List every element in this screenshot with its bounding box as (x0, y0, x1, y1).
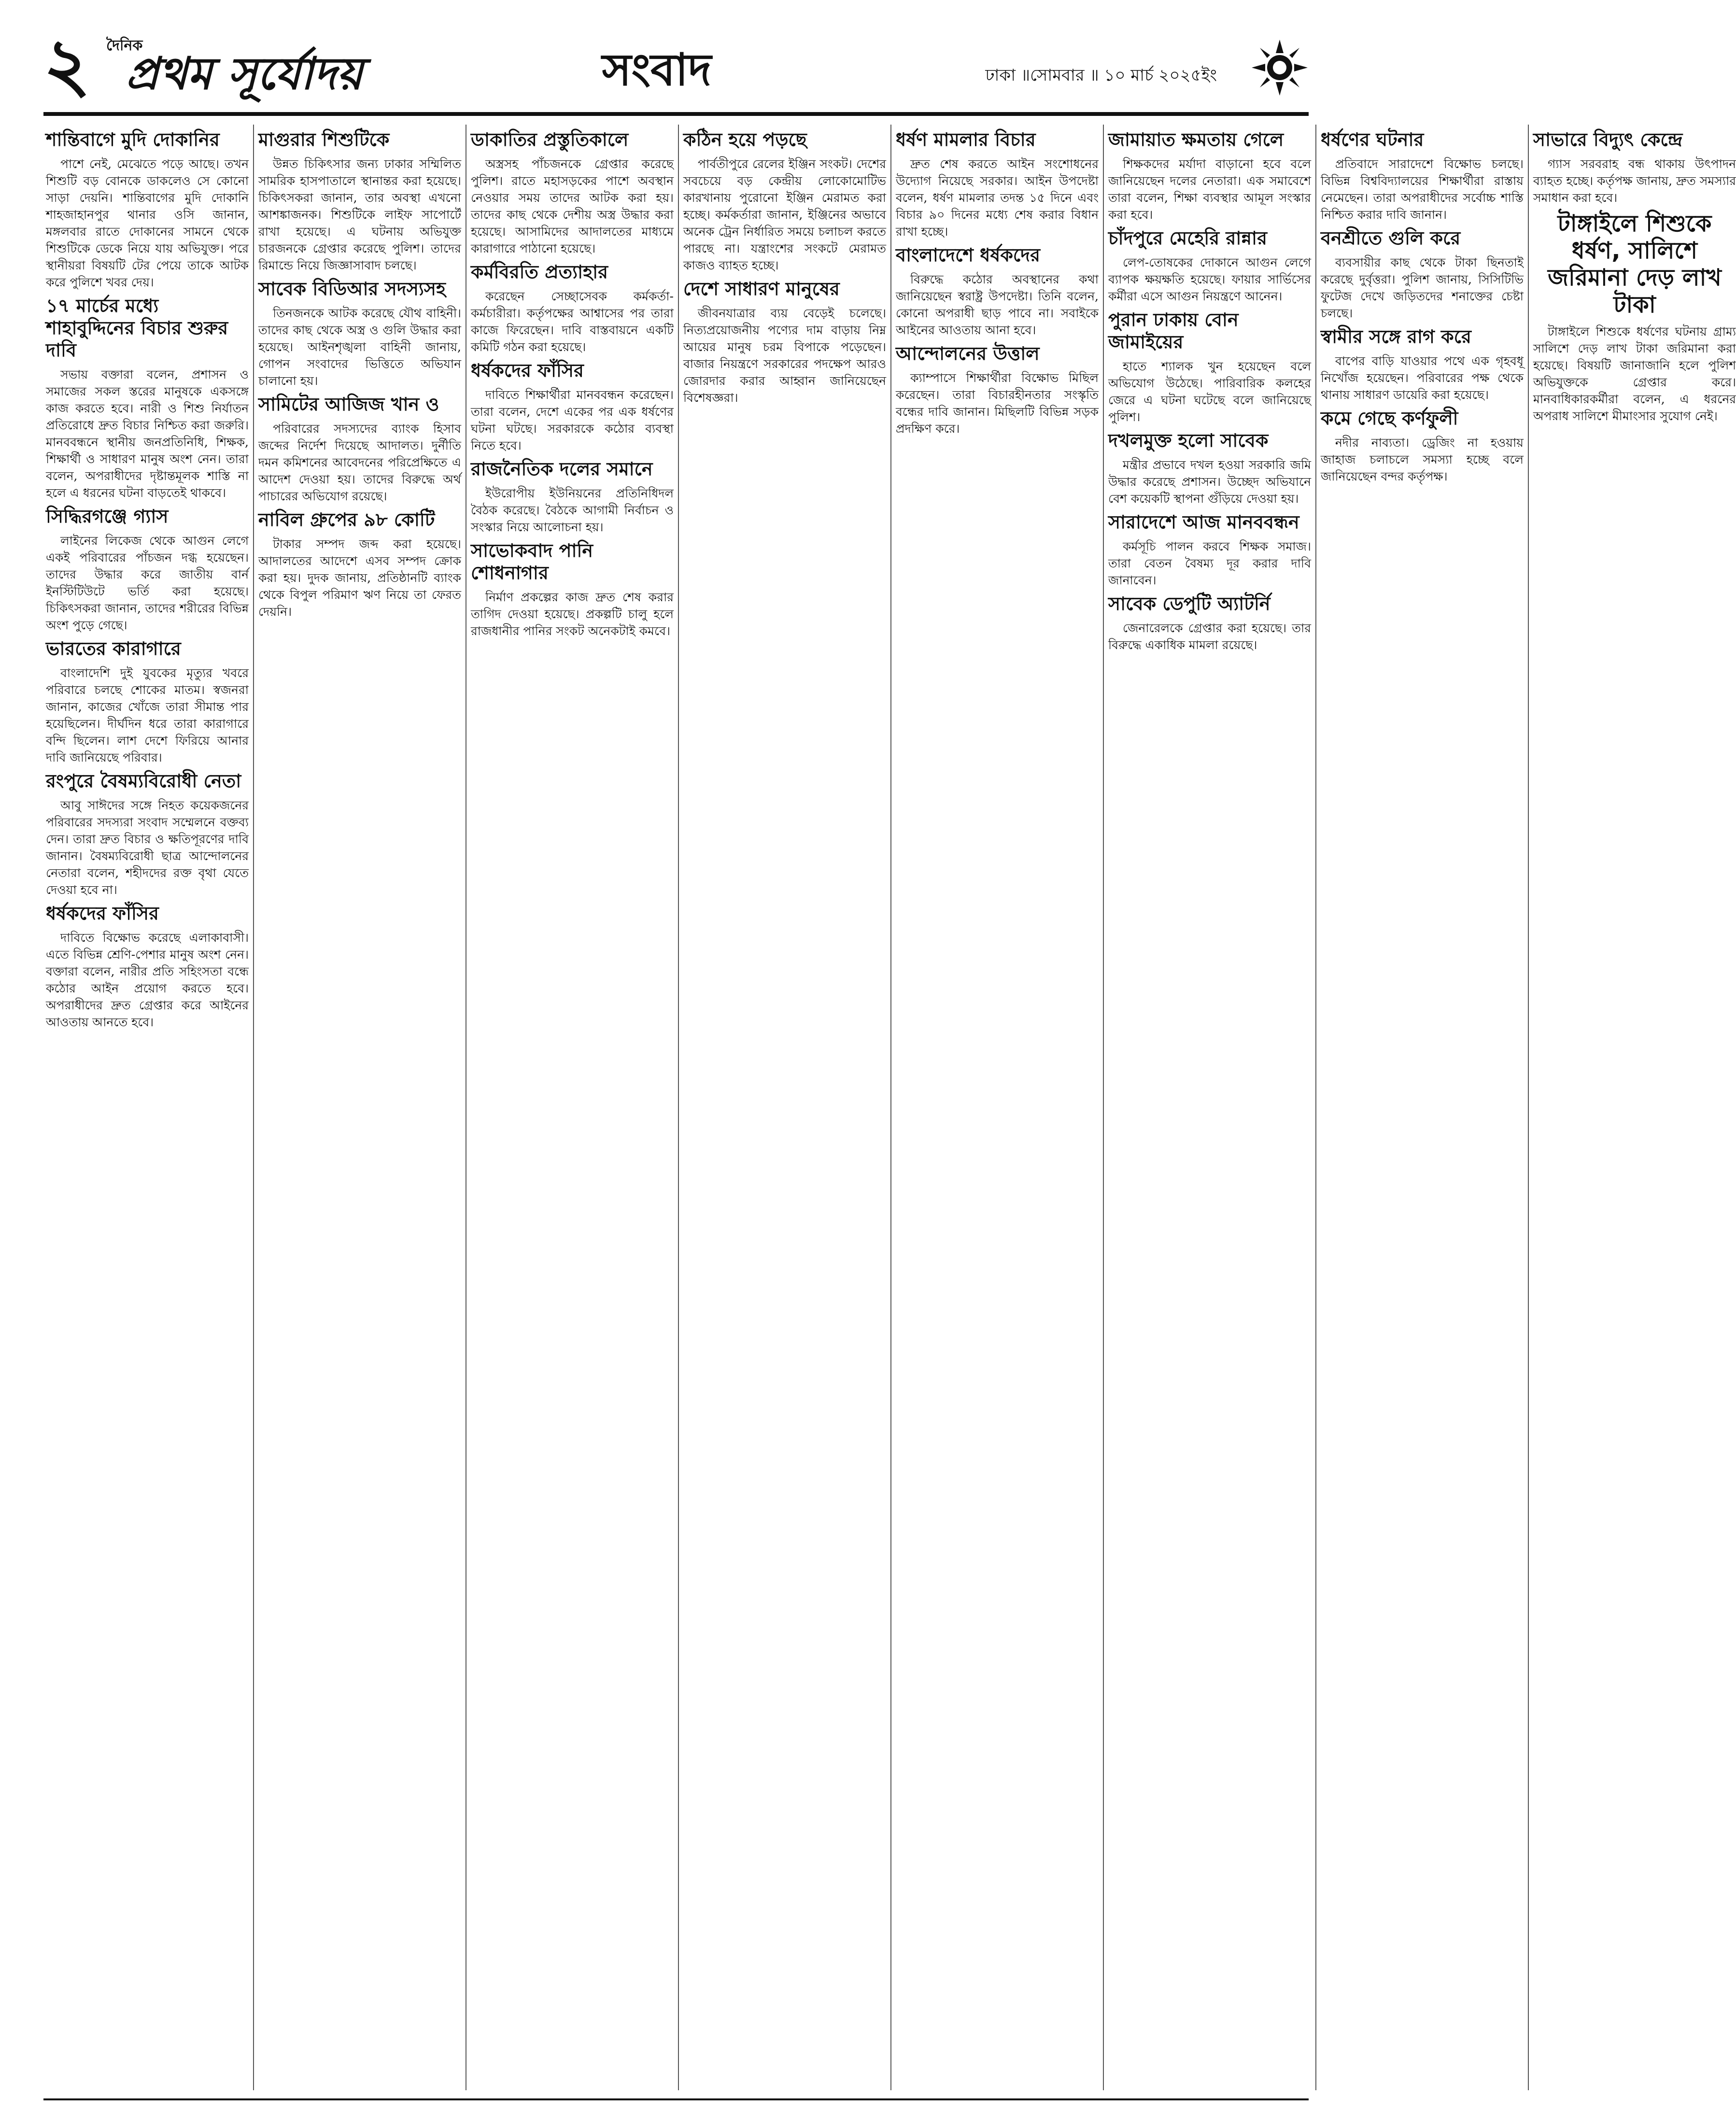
article-body: পার্বতীপুরে রেলের ইঞ্জিন সংকট। দেশের সবচেয়ে বড় কেন্দ্রীয় লোকোমোটিভ কারখানায় পুরোনো ইঞ্জিন মেরামত করা হচ্ছে। কর্মকর্তারা জানান, ইঞ্জিনের অভাবে অনেক ট্রেন নির্ধারিত সময়ে চলাচল করতে পারছে না। যন্ত্রাংশের সংকটে মেরামত কাজও ব্যাহত হচ্ছে। (683, 157, 886, 272)
article-body: পাশে নেই, মেঝেতে পড়ে আছে। তখন শিশুটি বড় বোনকে ডাকলেও সে কোনো সাড়া দেয়নি। শান্তিবাগের মুদি দোকানি শাহজাহানপুর থানার ওসি জানান, মঙ্গলবার রাতে দোকানের সামনে থেকে শিশুটিকে ডেকে নিয়ে যায় অভিযুক্ত। পরে স্থানীয়রা বিষয়টি টের পেয়ে তাকে আটক করে পুলিশে খবর দেয়। (46, 157, 249, 289)
article-headline: নাবিল গ্রুপের ৯৮ কোটি (258, 509, 435, 530)
article-headline: সাবেক ডেপুটি অ্যাটর্নি (1108, 593, 1270, 614)
article-headline: আন্দোলনের উত্তাল (896, 343, 1040, 364)
article-body: নদীর নাব্যতা। ড্রেজিং না হওয়ায় জাহাজ চলাচলে সমস্যা হচ্ছে বলে জানিয়েছেন বন্দর কর্তৃপক্ষ। (1321, 436, 1524, 483)
footer-rule (43, 2098, 1309, 2100)
article-body: জীবনযাত্রার ব্যয় বেড়েই চলেছে। নিত্যপ্রয়োজনীয় পণ্যের দাম বাড়ায় নিম্ন আয়ের মানুষ চরম বিপাকে পড়েছেন। বাজার নিয়ন্ত্রণে সরকারের পদক্ষেপ আরও জোরদার করার আহ্বান জানিয়েছেন বিশেষজ্ঞরা। (683, 306, 886, 405)
article-headline: রংপুরে বৈষম্যবিরোধী নেতা (46, 770, 241, 792)
column-divider (1528, 125, 1529, 2090)
section-title: সংবাদ (602, 44, 712, 96)
article-body: গ্যাস সরবরাহ বন্ধ থাকায় উৎপাদন ব্যাহত হচ্ছে। কর্তৃপক্ষ জানায়, দ্রুত সমস্যার সমাধান করা হবে। (1533, 157, 1736, 205)
article-body: দাবিতে বিক্ষোভ করেছে এলাকাবাসী। এতে বিভিন্ন শ্রেণি-পেশার মানুষ অংশ নেন। বক্তারা বলেন, নারীর প্রতি সহিংসতা বন্ধে কঠোর আইন প্রয়োগ করতে হবে। অপরাধীদের দ্রুত গ্রেপ্তার করে আইনের আওতায় আনতে হবে। (46, 931, 249, 1029)
column-6 (1108, 125, 1311, 2090)
article-headline: ডাকাতির প্রস্তুতিকালে (471, 129, 629, 150)
column-1 (46, 125, 249, 2090)
article-headline: কমে গেছে কর্ণফুলী (1321, 408, 1458, 429)
article-headline: সারাদেশে আজ মানববন্ধন (1108, 511, 1299, 533)
article-body: নির্মাণ প্রকল্পের কাজ দ্রুত শেষ করার তাগিদ দেওয়া হয়েছে। প্রকল্পটি চালু হলে রাজধানীর পানির সংকট অনেকটাই কমবে। (471, 590, 674, 638)
article-body: লাইনের লিকেজ থেকে আগুন লেগে একই পরিবারের পাঁচজন দগ্ধ হয়েছেন। তাদের উদ্ধার করে জাতীয় বার্ন ইনস্টিটিউটে ভর্তি করা হয়েছে। চিকিৎসকরা জানান, তাদের শরীরের বিভিন্ন অংশ পুড়ে গেছে। (46, 534, 249, 632)
article-headline: মাগুরার শিশুটিকে (258, 129, 390, 150)
article-body: অস্ত্রসহ পাঁচজনকে গ্রেপ্তার করেছে পুলিশ। রাতে মহাসড়কের পাশে অবস্থান নেওয়ার সময় তাদের আটক করা হয়। তাদের কাছ থেকে দেশীয় অস্ত্র উদ্ধার করা হয়েছে। আসামিদের আদালতের মাধ্যমে কারাগারে পাঠানো হয়েছে। (471, 157, 674, 255)
masthead-rule (43, 112, 1309, 116)
column-5 (896, 125, 1099, 2090)
article-body: সভায় বক্তারা বলেন, প্রশাসন ও সমাজের সকল স্তরের মানুষকে একসঙ্গে কাজ করতে হবে। নারী ও শিশু নির্যাতন প্রতিরোধে দ্রুত বিচার নিশ্চিত করা জরুরি। মানববন্ধনে স্থানীয় জনপ্রতিনিধি, শিক্ষক, শিক্ষার্থী ও সাধারণ মানুষ অংশ নেন। তারা বলেন, অপরাধীদের দৃষ্টান্তমূলক শাস্তি না হলে এ ধরনের ঘটনা বাড়তেই থাকবে। (46, 368, 249, 500)
article-headline: চাঁদপুরে মেহেরি রান্নার (1108, 227, 1267, 249)
column-7 (1321, 125, 1524, 2090)
article-headline: ধর্ষণের ঘটনার (1321, 129, 1424, 150)
article-headline: সামিটের আজিজ খান ও (258, 394, 439, 415)
article-body: পরিবারের সদস্যদের ব্যাংক হিসাব জব্দের নির্দেশ দিয়েছে আদালত। দুর্নীতি দমন কমিশনের আবেদনের পরিপ্রেক্ষিতে এ আদেশ দেওয়া হয়। তাদের বিরুদ্ধে অর্থ পাচারের অভিযোগ রয়েছে। (258, 422, 461, 503)
article-body: টাঙ্গাইলে শিশুকে ধর্ষণের ঘটনায় গ্রাম্য সালিশে দেড় লাখ টাকা জরিমানা করা হয়েছে। বিষয়টি জানাজানি হলে পুলিশ অভিযুক্তকে গ্রেপ্তার করে। মানবাধিকারকর্মীরা বলেন, এ ধরনের অপরাধ সালিশে মীমাংসার সুযোগ নেই। (1533, 325, 1736, 423)
article-headline: পুরান ঢাকায় বোন জামাইয়ের (1108, 309, 1239, 353)
paper-logo (106, 34, 406, 106)
article-headline: শান্তিবাগে মুদি দোকানির (46, 129, 220, 150)
article-headline: দেশে সাধারণ মানুষের (683, 278, 840, 299)
article-headline: জামায়াত ক্ষমতায় গেলে (1108, 129, 1284, 150)
paper-prefix: দৈনিক (106, 37, 143, 54)
article-headline: সাবেক বিডিআর সদস্যসহ (258, 278, 446, 299)
column-divider (890, 125, 891, 2090)
article-headline: কঠিন হয়ে পড়ছে (683, 129, 807, 150)
article-body: করেছেন সেচ্ছাসেবক কর্মকর্তা-কর্মচারীরা। কর্তৃপক্ষের আশ্বাসের পর তারা কাজে ফিরেছেন। দাবি বাস্তবায়নে একটি কমিটি গঠন করা হয়েছে। (471, 289, 674, 354)
article-body: কর্মসূচি পালন করবে শিক্ষক সমাজ। তারা বেতন বৈষম্য দূর করার দাবি জানাবেন। (1108, 539, 1311, 587)
article-headline: দখলমুক্ত হলো সাবেক (1108, 430, 1269, 451)
article-body: বিরুদ্ধে কঠোর অবস্থানের কথা জানিয়েছেন স্বরাষ্ট্র উপদেষ্টা। তিনি বলেন, কোনো অপরাধী ছাড় পাবে না। সবাইকে আইনের আওতায় আনা হবে। (896, 272, 1099, 337)
column-divider (678, 125, 679, 2090)
article-body: জেনারেলকে গ্রেপ্তার করা হয়েছে। তার বিরুদ্ধে একাধিক মামলা রয়েছে। (1108, 621, 1311, 652)
article-headline: রাজনৈতিক দলের সমানে (471, 458, 653, 480)
article-body: হাতে শ্যালক খুন হয়েছেন বলে অভিযোগ উঠেছে। পারিবারিক কলহের জেরে এ ঘটনা ঘটেছে বলে জানিয়েছে পুলিশ। (1108, 359, 1311, 424)
sun-ornament-icon (1251, 39, 1309, 97)
column-4 (683, 125, 886, 2090)
article-body: ব্যবসায়ীর কাছ থেকে টাকা ছিনতাই করেছে দুর্বৃত্তরা। পুলিশ জানায়, সিসিটিভি ফুটেজ দেখে জড়িতদের শনাক্তের চেষ্টা চলছে। (1321, 255, 1524, 320)
article-headline: ভারতের কারাগারে (46, 638, 181, 659)
article-body: দাবিতে শিক্ষার্থীরা মানববন্ধন করেছেন। তারা বলেন, দেশে একের পর এক ধর্ষণের ঘটনা ঘটছে। সরকারকে কঠোর ব্যবস্থা নিতে হবে। (471, 388, 674, 453)
article-headline: কর্মবিরতি প্রত্যাহার (471, 261, 608, 283)
article-body: শিক্ষকদের মর্যাদা বাড়ানো হবে বলে জানিয়েছেন দলের নেতারা। এক সমাবেশে তারা বলেন, শিক্ষা ব্যবস্থার আমূল সংস্কার করা হবে। (1108, 157, 1311, 222)
article-body: উন্নত চিকিৎসার জন্য ঢাকার সম্মিলিত সামরিক হাসপাতালে স্থানান্তর করা হয়েছে। চিকিৎসকরা জানান, তার অবস্থা এখনো আশঙ্কাজনক। শিশুটিকে লাইফ সাপোর্টে রাখা হয়েছে। এ ঘটনায় অভিযুক্ত চারজনকে গ্রেপ্তার করেছে পুলিশ। তাদের রিমান্ডে নিয়ে জিজ্ঞাসাবাদ চলছে। (258, 157, 461, 272)
column-2 (258, 125, 461, 2090)
column-divider (1315, 125, 1316, 2090)
paper-name: প্রথম সূর্যোদয় (126, 48, 363, 99)
article-headline: ধর্ষকদের ফাঁসির (471, 360, 584, 381)
article-body: ক্যাম্পাসে শিক্ষার্থীরা বিক্ষোভ মিছিল করেছেন। তারা বিচারহীনতার সংস্কৃতি বন্ধের দাবি জানান। মিছিলটি বিভিন্ন সড়ক প্রদক্ষিণ করে। (896, 371, 1099, 436)
column-divider (253, 125, 254, 2090)
article-headline: টাঙ্গাইলে শিশুকে ধর্ষণ, সালিশে জরিমানা দেড় লাখ টাকা (1548, 210, 1722, 318)
article-headline: স্বামীর সঙ্গে রাগ করে (1321, 326, 1471, 347)
article-headline: বাংলাদেশে ধর্ষকদের (896, 244, 1041, 266)
article-headline: সাভোকবাদ পানি শোধনাগার (471, 540, 593, 583)
article-body: বাপের বাড়ি যাওয়ার পথে এক গৃহবধূ নিখোঁজ হয়েছেন। পরিবারের পক্ষ থেকে থানায় সাধারণ ডায়েরি করা হয়েছে। (1321, 354, 1524, 402)
article-headline: ধর্ষণ মামলার বিচার (896, 129, 1036, 150)
column-8 (1533, 125, 1736, 2090)
article-body: প্রতিবাদে সারাদেশে বিক্ষোভ চলছে। বিভিন্ন বিশ্ববিদ্যালয়ের শিক্ষার্থীরা রাস্তায় নেমেছেন। তারা অপরাধীদের সর্বোচ্চ শাস্তি নিশ্চিত করার দাবি জানান। (1321, 157, 1524, 222)
article-body: বাংলাদেশি দুই যুবকের মৃত্যুর খবরে পরিবারে চলছে শোকের মাতম। স্বজনরা জানান, কাজের খোঁজে তারা সীমান্ত পার হয়েছিলেন। দীর্ঘদিন ধরে তারা কারাগারে বন্দি ছিলেন। লাশ দেশে ফিরিয়ে আনার দাবি জানিয়েছে পরিবার। (46, 666, 249, 765)
article-headline: ধর্ষকদের ফাঁসির (46, 903, 159, 924)
article-headline: সিদ্ধিরগঞ্জে গ্যাস (46, 506, 169, 527)
page-number: ২ (43, 23, 91, 107)
article-body: আবু সাঈদের সঙ্গে নিহত কয়েকজনের পরিবারের সদস্যরা সংবাদ সম্মেলনে বক্তব্য দেন। তারা দ্রুত বিচার ও ক্ষতিপূরণের দাবি জানান। বৈষম্যবিরোধী ছাত্র আন্দোলনের নেতারা বলেন, শহীদদের রক্ত বৃথা যেতে দেওয়া হবে না। (46, 798, 249, 897)
masthead (43, 23, 1309, 111)
article-body: টাকার সম্পদ জব্দ করা হয়েছে। আদালতের আদেশে এসব সম্পদ ক্রোক করা হয়। দুদক জানায়, প্রতিষ্ঠানটি ব্যাংক থেকে বিপুল পরিমাণ ঋণ নিয়ে তা ফেরত দেয়নি। (258, 537, 461, 619)
article-headline: বনশ্রীতে গুলি করে (1321, 227, 1461, 249)
article-body: ইউরোপীয় ইউনিয়নের প্রতিনিধিদল বৈঠক করেছে। বৈঠকে আগামী নির্বাচন ও সংস্কার নিয়ে আলোচনা হয়। (471, 486, 674, 534)
article-body: লেপ-তোষকের দোকানে আগুন লেগে ব্যাপক ক্ষয়ক্ষতি হয়েছে। ফায়ার সার্ভিসের কর্মীরা এসে আগুন নিয়ন্ত্রণে আনেন। (1108, 255, 1311, 303)
article-headline: ১৭ মার্চের মধ্যে শাহাবুদ্দিনের বিচার শুরুর দাবি (46, 295, 228, 361)
column-divider (1103, 125, 1104, 2090)
article-headline: সাভারে বিদ্যুৎ কেন্দ্রে (1533, 129, 1683, 150)
article-body: মন্ত্রীর প্রভাবে দখল হওয়া সরকারি জমি উদ্ধার করেছে প্রশাসন। উচ্ছেদ অভিযানে বেশ কয়েকটি স্থাপনা গুঁড়িয়ে দেওয়া হয়। (1108, 458, 1311, 506)
dateline: ঢাকা ॥সোমবার ॥ ১০ মার্চ ২০২৫ইং (985, 66, 1217, 85)
article-body: দ্রুত শেষ করতে আইন সংশোধনের উদ্যোগ নিয়েছে সরকার। আইন উপদেষ্টা বলেন, ধর্ষণ মামলার তদন্ত ১৫ দিনে এবং বিচার ৯০ দিনের মধ্যে শেষ করার বিধান রাখা হচ্ছে। (896, 157, 1099, 239)
article-body: তিনজনকে আটক করেছে যৌথ বাহিনী। তাদের কাছ থেকে অস্ত্র ও গুলি উদ্ধার করা হয়েছে। আইনশৃঙ্খলা বাহিনী জানায়, গোপন সংবাদের ভিত্তিতে অভিযান চালানো হয়। (258, 306, 461, 388)
column-3 (471, 125, 674, 2090)
